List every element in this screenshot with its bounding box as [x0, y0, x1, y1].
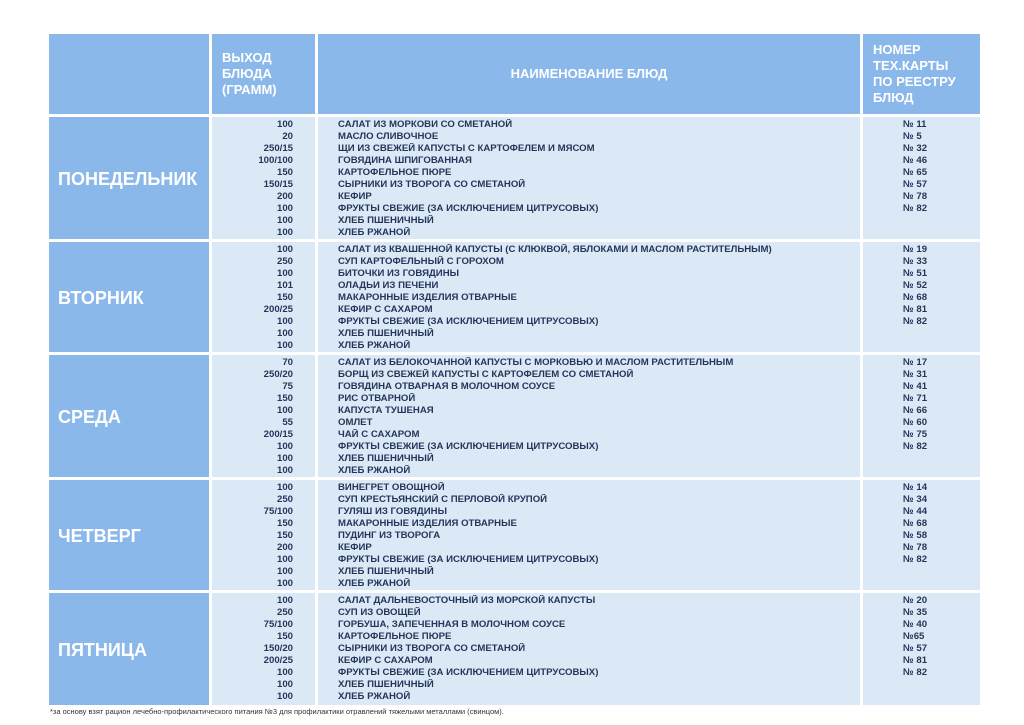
yield-value: 100 [276, 595, 293, 606]
dish-name: ГУЛЯШ ИЗ ГОВЯДИНЫ [338, 506, 447, 517]
yield-value: 250/15 [263, 143, 293, 154]
yield-value: 101 [276, 280, 293, 291]
dish-name: ФРУКТЫ СВЕЖИЕ (ЗА ИСКЛЮЧЕНИЕМ ЦИТРУСОВЫХ) [338, 554, 599, 565]
yield-value: 150 [276, 292, 293, 303]
dish-name: БИТОЧКИ ИЗ ГОВЯДИНЫ [338, 268, 460, 279]
yield-value: 70 [282, 357, 293, 368]
dish-name: МАКАРОННЫЕ ИЗДЕЛИЯ ОТВАРНЫЕ [338, 292, 517, 303]
dish-name: ОМЛЕТ [338, 417, 373, 428]
dish-name: ХЛЕБ ПШЕНИЧНЫЙ [338, 215, 434, 226]
card-column [863, 355, 980, 480]
dish-name: ГОРБУША, ЗАПЕЧЕННАЯ В МОЛОЧНОМ СОУСЕ [338, 619, 566, 630]
yield-value: 55 [282, 417, 293, 428]
dish-name: КЕФИР С САХАРОМ [338, 304, 433, 315]
card-number: № 58 [903, 530, 928, 541]
dish-name: ФРУКТЫ СВЕЖИЕ (ЗА ИСКЛЮЧЕНИЕМ ЦИТРУСОВЫХ) [338, 316, 599, 327]
dish-name: ОЛАДЬИ ИЗ ПЕЧЕНИ [338, 280, 439, 291]
dish-name: ХЛЕБ ПШЕНИЧНЫЙ [338, 328, 434, 339]
card-number: № 71 [903, 393, 928, 404]
dish-name: ХЛЕБ РЖАНОЙ [338, 340, 411, 351]
card-number: № 82 [903, 554, 928, 565]
yield-value: 150 [276, 518, 293, 529]
dish-name: КЕФИР [338, 542, 372, 553]
card-number: № 81 [903, 655, 928, 666]
card-number: № 46 [903, 155, 928, 166]
card-number: №65 [903, 631, 925, 642]
yield-value: 100 [276, 227, 293, 238]
yield-value: 150/15 [263, 179, 293, 190]
menu-body [49, 117, 980, 708]
card-number: № 11 [903, 119, 927, 130]
day-row [49, 355, 980, 480]
card-number: № 51 [903, 268, 928, 279]
dish-name: МАКАРОННЫЕ ИЗДЕЛИЯ ОТВАРНЫЕ [338, 518, 517, 529]
card-number: № 82 [903, 203, 928, 214]
card-number: № 52 [903, 280, 928, 291]
day-name: ПОНЕДЕЛЬНИК [49, 117, 212, 242]
yield-value: 200 [276, 542, 293, 553]
dish-name: ФРУКТЫ СВЕЖИЕ (ЗА ИСКЛЮЧЕНИЕМ ЦИТРУСОВЫХ) [338, 667, 599, 678]
card-number: № 82 [903, 441, 928, 452]
dish-name: ХЛЕБ РЖАНОЙ [338, 227, 411, 238]
yield-value: 75/100 [263, 506, 293, 517]
card-number: № 68 [903, 518, 928, 529]
yield-value: 100 [276, 679, 293, 690]
yield-value: 200/15 [263, 429, 293, 440]
header-row [49, 34, 980, 117]
dish-name: ЧАЙ С САХАРОМ [338, 429, 420, 440]
dish-column [318, 593, 863, 708]
yield-column [212, 117, 318, 242]
dish-column [318, 355, 863, 480]
day-row [49, 242, 980, 355]
dish-name: КЕФИР [338, 191, 372, 202]
yield-value: 100 [276, 316, 293, 327]
header-day [49, 34, 212, 117]
day-name: ВТОРНИК [49, 242, 212, 355]
yield-value: 250/20 [263, 369, 293, 380]
dish-name: МАСЛО СЛИВОЧНОЕ [338, 131, 439, 142]
card-number: № 68 [903, 292, 928, 303]
card-number: № 20 [903, 595, 928, 606]
yield-value: 100 [276, 328, 293, 339]
card-number: № 34 [903, 494, 928, 505]
yield-value: 75/100 [263, 619, 293, 630]
day-row [49, 480, 980, 593]
card-number: № 81 [903, 304, 928, 315]
dish-name: ПУДИНГ ИЗ ТВОРОГА [338, 530, 441, 541]
card-number: № 78 [903, 191, 928, 202]
yield-value: 100 [276, 667, 293, 678]
card-column [863, 480, 980, 593]
card-number: № 19 [903, 244, 928, 255]
yield-value: 100 [276, 405, 293, 416]
card-number: № 78 [903, 542, 928, 553]
yield-value: 250 [276, 494, 293, 505]
yield-value: 150 [276, 530, 293, 541]
yield-column [212, 355, 318, 480]
dish-name: КАРТОФЕЛЬНОЕ ПЮРЕ [338, 631, 452, 642]
dish-name: СУП КАРТОФЕЛЬНЫЙ С ГОРОХОМ [338, 256, 504, 267]
dish-name: СУП КРЕСТЬЯНСКИЙ С ПЕРЛОВОЙ КРУПОЙ [338, 494, 548, 505]
yield-value: 150 [276, 167, 293, 178]
card-number: № 33 [903, 256, 928, 267]
yield-column [212, 480, 318, 593]
yield-value: 20 [282, 131, 293, 142]
dish-name: ФРУКТЫ СВЕЖИЕ (ЗА ИСКЛЮЧЕНИЕМ ЦИТРУСОВЫХ) [338, 441, 599, 452]
yield-value: 200/25 [263, 655, 293, 666]
yield-value: 200 [276, 191, 293, 202]
yield-column [212, 242, 318, 355]
dish-name: РИС ОТВАРНОЙ [338, 393, 416, 404]
yield-value: 75 [282, 381, 293, 392]
card-number: № 40 [903, 619, 928, 630]
card-column [863, 117, 980, 242]
card-number: № 14 [903, 482, 928, 493]
card-number: № 57 [903, 643, 928, 654]
dish-name: СУП ИЗ ОВОЩЕЙ [338, 607, 421, 618]
card-number: № 32 [903, 143, 928, 154]
card-number: № 75 [903, 429, 928, 440]
yield-value: 100 [276, 244, 293, 255]
day-name: СРЕДА [49, 355, 212, 480]
dish-name: КАПУСТА ТУШЕНАЯ [338, 405, 434, 416]
dish-name: СЫРНИКИ ИЗ ТВОРОГА СО СМЕТАНОЙ [338, 179, 526, 190]
card-number: № 5 [903, 131, 922, 142]
card-number: № 57 [903, 179, 928, 190]
day-name: ЧЕТВЕРГ [49, 480, 212, 593]
dish-name: ХЛЕБ ПШЕНИЧНЫЙ [338, 679, 434, 690]
dish-column [318, 117, 863, 242]
card-number: № 60 [903, 417, 928, 428]
dish-name: ХЛЕБ ПШЕНИЧНЫЙ [338, 566, 434, 577]
day-name: ПЯТНИЦА [49, 593, 212, 708]
yield-value: 100 [276, 340, 293, 351]
dish-name: САЛАТ ИЗ КВАШЕННОЙ КАПУСТЫ (С КЛЮКВОЙ, ЯБЛОКАМИ И МАСЛОМ РАСТИТЕЛЬНЫМ) [338, 244, 772, 255]
dish-name: ГОВЯДИНА ОТВАРНАЯ В МОЛОЧНОМ СОУСЕ [338, 381, 556, 392]
yield-value: 100 [276, 119, 293, 130]
day-row [49, 593, 980, 708]
card-column [863, 242, 980, 355]
card-number: № 82 [903, 316, 928, 327]
dish-name: ХЛЕБ ПШЕНИЧНЫЙ [338, 453, 434, 464]
dish-name: ГОВЯДИНА ШПИГОВАННАЯ [338, 155, 472, 166]
dish-name: БОРЩ ИЗ СВЕЖЕЙ КАПУСТЫ С КАРТОФЕЛЕМ СО СМЕТАНОЙ [338, 369, 634, 380]
card-number: № 31 [903, 369, 928, 380]
yield-value: 100 [276, 554, 293, 565]
dish-name: ХЛЕБ РЖАНОЙ [338, 465, 411, 476]
header-yield: ВЫХОД БЛЮДА (ГРАММ) [212, 34, 318, 117]
dish-column [318, 480, 863, 593]
dish-name: ФРУКТЫ СВЕЖИЕ (ЗА ИСКЛЮЧЕНИЕМ ЦИТРУСОВЫХ) [338, 203, 599, 214]
card-number: № 65 [903, 167, 928, 178]
dish-name: ВИНЕГРЕТ ОВОЩНОЙ [338, 482, 445, 493]
yield-value: 100 [276, 203, 293, 214]
card-number: № 44 [903, 506, 928, 517]
card-number: № 66 [903, 405, 928, 416]
dish-name: ХЛЕБ РЖАНОЙ [338, 578, 411, 589]
footnote: *за основу взят рацион лечебно-профилактического питания №3 для профилактики отравлений тяжелыми металлами (свинцом). [50, 707, 504, 716]
yield-value: 100 [276, 215, 293, 226]
yield-value: 100 [276, 268, 293, 279]
dish-name: КЕФИР С САХАРОМ [338, 655, 433, 666]
yield-value: 150 [276, 393, 293, 404]
dish-name: САЛАТ ИЗ МОРКОВИ СО СМЕТАНОЙ [338, 119, 513, 130]
dish-name: ЩИ ИЗ СВЕЖЕЙ КАПУСТЫ С КАРТОФЕЛЕМ И МЯСОМ [338, 143, 595, 154]
yield-value: 150/20 [263, 643, 293, 654]
card-number: № 35 [903, 607, 928, 618]
yield-value: 100/100 [258, 155, 293, 166]
yield-value: 150 [276, 631, 293, 642]
yield-column [212, 593, 318, 708]
yield-value: 100 [276, 578, 293, 589]
yield-value: 100 [276, 441, 293, 452]
dish-name: КАРТОФЕЛЬНОЕ ПЮРЕ [338, 167, 452, 178]
yield-value: 100 [276, 453, 293, 464]
header-dish-name: НАИМЕНОВАНИЕ БЛЮД [318, 34, 863, 117]
dish-name: САЛАТ ИЗ БЕЛОКОЧАННОЙ КАПУСТЫ С МОРКОВЬЮ И МАСЛОМ РАСТИТЕЛЬНЫМ [338, 357, 734, 368]
day-row [49, 117, 980, 242]
card-number: № 41 [903, 381, 928, 392]
header-card-number: НОМЕР ТЕХ.КАРТЫ ПО РЕЕСТРУ БЛЮД [863, 34, 980, 117]
dish-column [318, 242, 863, 355]
yield-value: 100 [276, 691, 293, 702]
yield-value: 250 [276, 256, 293, 267]
yield-value: 100 [276, 482, 293, 493]
yield-value: 200/25 [263, 304, 293, 315]
weekly-menu-table [49, 34, 980, 708]
yield-value: 100 [276, 465, 293, 476]
yield-value: 250 [276, 607, 293, 618]
card-number: № 82 [903, 667, 928, 678]
yield-value: 100 [276, 566, 293, 577]
dish-name: САЛАТ ДАЛЬНЕВОСТОЧНЫЙ ИЗ МОРСКОЙ КАПУСТЫ [338, 595, 596, 606]
dish-name: ХЛЕБ РЖАНОЙ [338, 691, 411, 702]
card-column [863, 593, 980, 708]
card-number: № 17 [903, 357, 928, 368]
dish-name: СЫРНИКИ ИЗ ТВОРОГА СО СМЕТАНОЙ [338, 643, 526, 654]
